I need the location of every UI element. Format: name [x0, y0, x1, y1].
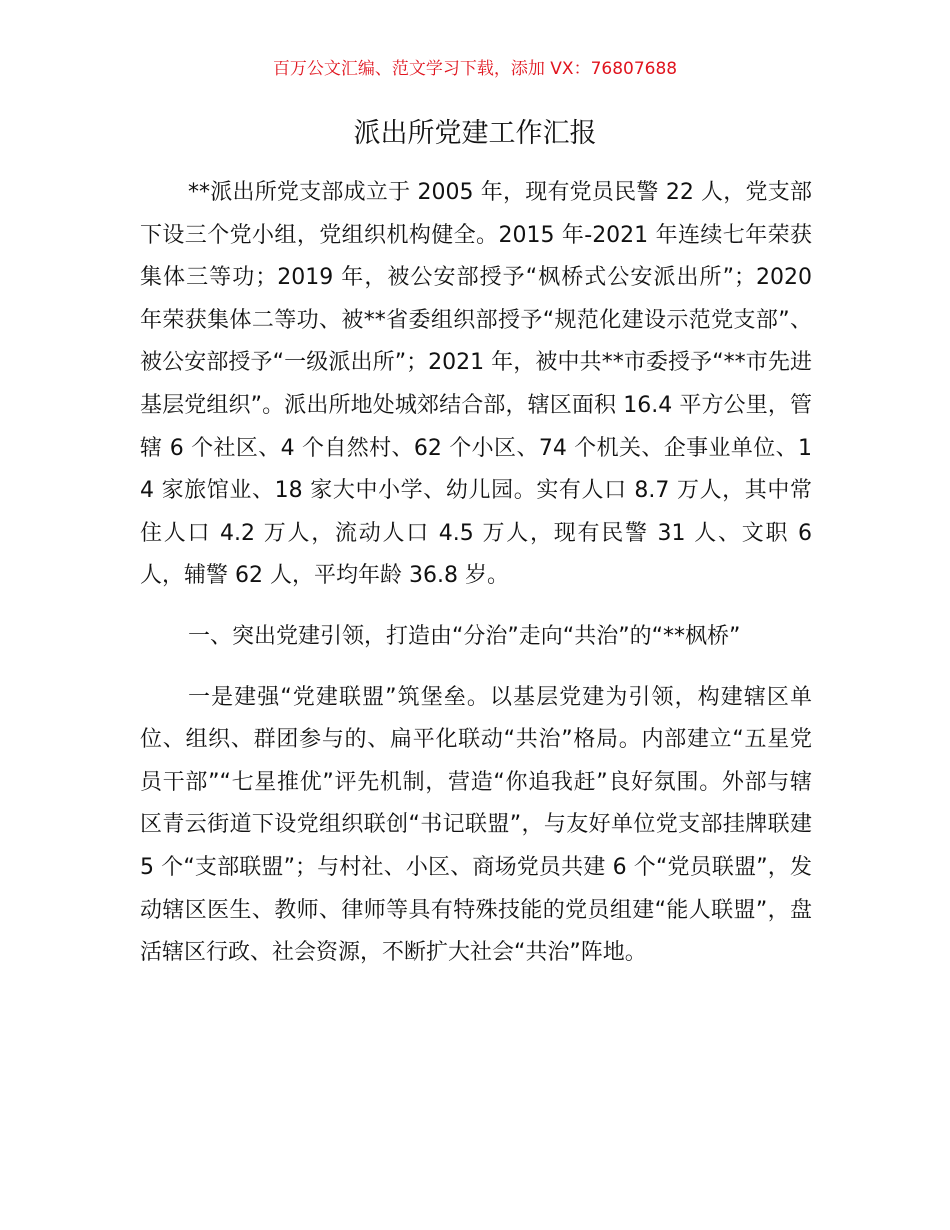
- document-title: 派出所党建工作汇报: [353, 118, 597, 149]
- section-heading-1: 一、突出党建引领，打造由“分治”走向“共治”的“**枫桥”: [188, 623, 741, 649]
- header-notice: 百万公文汇编、范文学习下载，添加 VX：76807688: [272, 59, 678, 79]
- paragraph-overview: **派出所党支部成立于 2005 年，现有党员民警 22 人，党支部下设三个党小组，党组织机构健全。2015 年-2021 年连续七年荣获集体三等功；2019 年，被公安部授予“枫桥式公安派出所”；2020 年荣获集体二等功、被**省委组织部授予“规范化建设示范党支部”、被公安部授予“一级派出所”；2021 年，被中共**市委授予“**市先进基层党组织”。派出所地处城郊结合部，辖区面积 16.4 平方公里，管辖 6 个社区、4 个自然村、62 个小区、74 个机关、企事业单位、14 家旅馆业、18 家大中小学、幼儿园。实有人口 8.7 万人，其中常住人口 4.2 万人，流动人口 4.5 万人，现有民警 31 人、文职 6 人，辅警 62 人，平均年龄 36.8 岁。: [140, 180, 812, 589]
- document-body: [140, 172, 812, 975]
- paragraph-party-alliance: 一是建强“党建联盟”筑堡垒。以基层党建为引领，构建辖区单位、组织、群团参与的、扁平化联动“共治”格局。内部建立“五星党员干部”“七星推优”评先机制，营造“你追我赶”良好氛围。外部与辖区青云街道下设党组织联创“书记联盟”，与友好单位党支部挂牌联建 5 个“支部联盟”；与村社、小区、商场党员共建 6 个“党员联盟”，发动辖区医生、教师、律师等具有特殊技能的党员组建“能人联盟”，盘活辖区行政、社会资源，不断扩大社会“共治”阵地。: [140, 684, 813, 966]
